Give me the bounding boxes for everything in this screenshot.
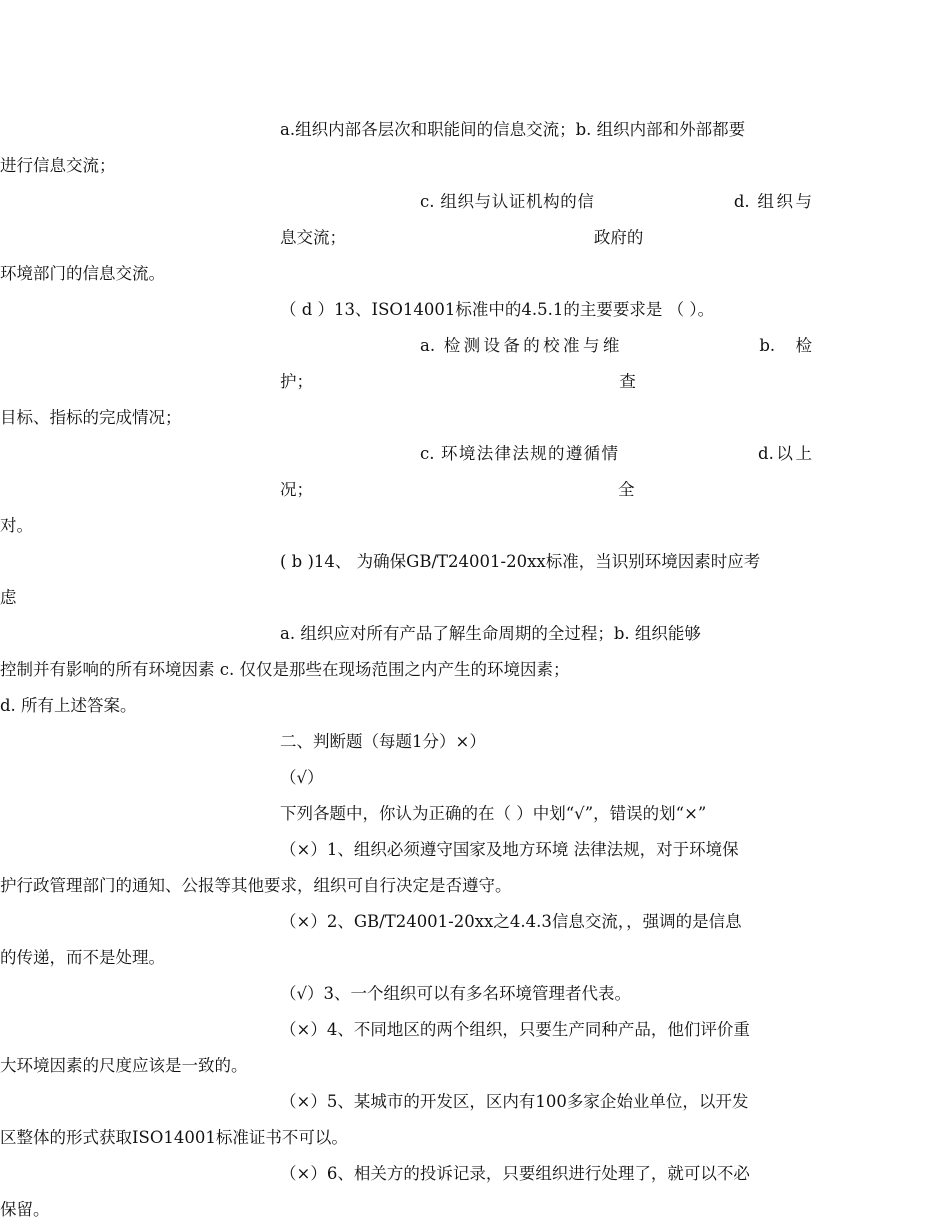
paragraph-q14-options: a. 组织应对所有产品了解生命周期的全过程；b. 组织能够 控制并有影响的所有环境因素 c. 仅仅是那些在现场范围之内产生的环境因素； d. 所有上述答案。: [0, 624, 701, 715]
paragraph-q12-options-ab: a.组织内部各层次和职能间的信息交流；b. 组织内部和外部都要 进行信息交流；: [0, 120, 746, 175]
paragraph-q12-options-cd: c. 组织与认证机构的信息交流； d. 组织与政府的 环境部门的信息交流。: [0, 192, 812, 283]
tf-question-1: （×）1、组织必须遵守国家及地方环境 法律法规，对于环境保 护行政管理部门的通知、公报等其他要求，组织可自行决定是否遵守。: [0, 840, 739, 895]
tf-question-5: （×）5、某城市的开发区，区内有100多家企始业单位，以开发 区整体的形式获取ISO14001标准证书不可以。: [0, 1092, 749, 1147]
tf-question-2: （×）2、GB/T24001-20xx之4.4.3信息交流，，强调的是信息 的传递，而不是处理。: [0, 912, 742, 967]
tf-question-4: （×）4、不同地区的两个组织，只要生产同种产品，他们评价重 大环境因素的尺度应该是一致的。: [0, 1020, 750, 1075]
paragraph-q13-options-ab: a. 检测设备的校准与维护； b. 检查 目标、指标的完成情况；: [0, 336, 812, 427]
section-heading-true-false: 二、判断题（每题1分）×）: [280, 732, 486, 751]
question-13: （ d ）13、ISO14001标准中的4.5.1的主要要求是 （ ）。: [280, 300, 715, 319]
check-mark-line: （√）: [280, 768, 324, 787]
document-body: [0, 112, 812, 1228]
tf-question-6: （×）6、相关方的投诉记录，只要组织进行处理了，就可以不必 保留。: [0, 1164, 750, 1219]
question-14: ( b )14、 为确保GB/T24001-20xx标准，当识别环境因素时应考 虑: [0, 552, 761, 607]
paragraph-q13-options-cd: c. 环境法律法规的遵循情况； d.以上全 对。: [0, 444, 812, 535]
tf-question-3: （√）3、一个组织可以有多名环境管理者代表。: [280, 984, 632, 1003]
instructions-line: 下列各题中，你认为正确的在（ ）中划“√”，错误的划“×”: [280, 804, 707, 823]
